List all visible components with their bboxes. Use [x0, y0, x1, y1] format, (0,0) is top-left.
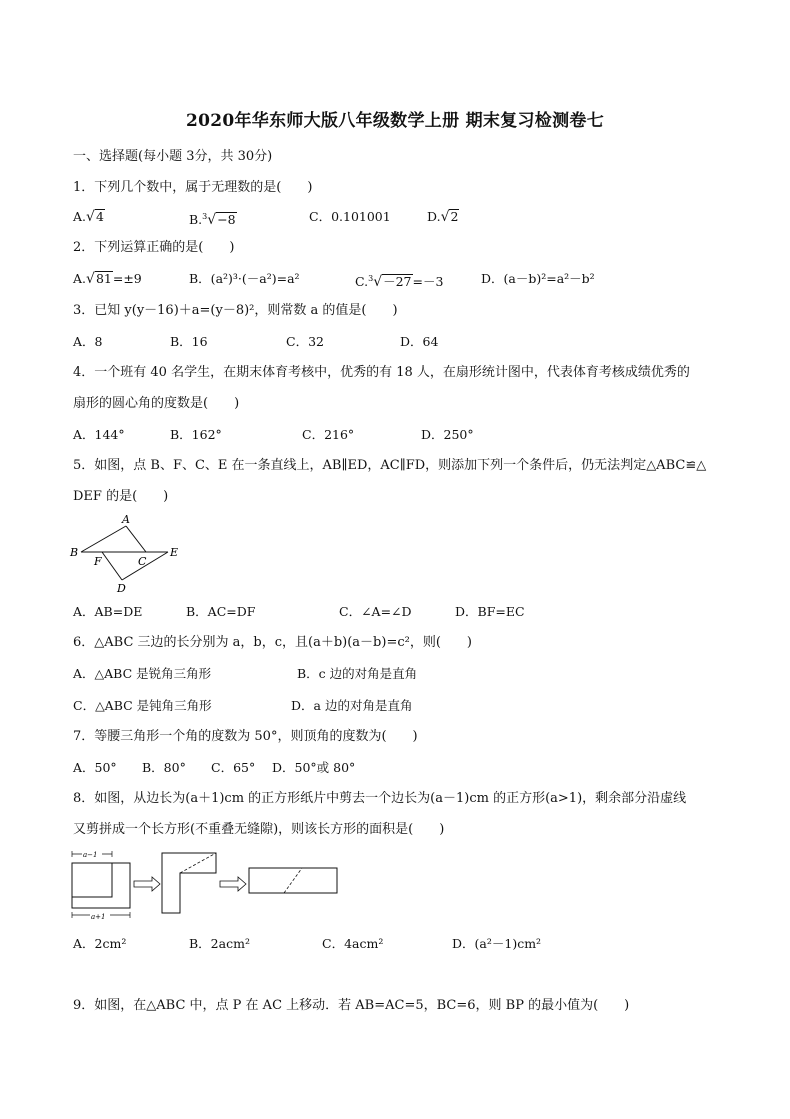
question-7-stem: 7．等腰三角形一个角的度数为 50°，则顶角的度数为( ) — [73, 729, 418, 744]
question-3-stem: 3．已知 y(y－16)＋a=(y－8)²，则常数 a 的值是( ) — [73, 303, 398, 318]
question-2-option-d: D．(a－b)²=a²－b² — [481, 271, 595, 286]
question-3-option-b: B．16 — [170, 334, 208, 349]
question-5-option-a: A．AB=DE — [73, 604, 143, 619]
root-index: 3 — [202, 212, 208, 221]
question-7-option-a: A．50° — [73, 760, 117, 775]
vertex-label-e: E — [170, 546, 179, 559]
dimension-label-bottom: a+1 — [91, 913, 106, 921]
root-index: 3 — [368, 274, 374, 283]
vertex-label-a: A — [122, 513, 130, 526]
radical-sign: √ — [86, 209, 95, 225]
question-4-option-a: A．144° — [73, 427, 125, 442]
question-7-option-c: C．65° — [211, 760, 256, 775]
question-5-option-b: B．AC=DF — [186, 604, 256, 619]
radicand: －27 — [383, 274, 412, 290]
question-8-stem-line-2: 又剪拼成一个长方形(不重叠无缝隙)，则该长方形的面积是( ) — [73, 822, 445, 837]
option-label: C. — [355, 274, 369, 290]
option-label: A. — [73, 209, 87, 224]
dimension-label-top: a−1 — [83, 851, 98, 859]
question-8-option-d: D．(a²－1)cm² — [452, 936, 542, 951]
question-8-option-a: A．2cm² — [73, 936, 127, 951]
question-5-stem-line-2: DEF 的是( ) — [73, 489, 169, 504]
inner-square — [72, 863, 112, 897]
question-1-option-b — [189, 208, 237, 229]
vertex-label-b: B — [70, 546, 79, 559]
exam-title: 2020年华东师大版八年级数学上册 期末复习检测卷七 — [185, 111, 605, 131]
arrow-right-icon — [134, 877, 160, 891]
question-3-option-d: D．64 — [400, 334, 439, 349]
question-3-option-a: A．8 — [73, 334, 103, 349]
vertex-label-c: C — [138, 555, 147, 568]
question-6-stem: 6．△ABC 三边的长分别为 a，b，c，且(a＋b)(a－b)=c²，则( ) — [73, 635, 472, 650]
radicand: 81 — [95, 271, 112, 286]
radicand: −8 — [217, 212, 236, 228]
outer-square — [72, 863, 130, 908]
question-8-option-b: B．2acm² — [189, 936, 250, 951]
question-1-stem: 1．下列几个数中，属于无理数的是( ) — [73, 180, 313, 195]
dashed-cut-line — [180, 853, 216, 873]
question-9-stem: 9．如图，在△ABC 中，点 P 在 AC 上移动．若 AB=AC=5，BC=6，则 BP 的最小值为( ) — [73, 998, 630, 1013]
option-tail: =±9 — [112, 271, 142, 286]
option-label: B. — [189, 212, 203, 228]
question-6-option-b: B．c 边的对角是直角 — [297, 666, 418, 681]
arrow-right-icon — [220, 877, 246, 891]
vertex-label-f: F — [94, 555, 102, 568]
question-1-option-c: C．0.101001 — [309, 209, 391, 224]
question-5-figure — [66, 510, 186, 595]
square-cut-diagram — [66, 848, 366, 923]
question-7-option-b: B．80° — [142, 760, 186, 775]
section-heading: 一、选择题(每小题 3分，共 30分) — [73, 149, 273, 164]
question-4-stem-line-2: 扇形的圆心角的度数是( ) — [73, 396, 240, 411]
dashed-seam-line — [284, 868, 302, 893]
question-8-figure — [66, 848, 366, 923]
option-label: A. — [73, 271, 87, 286]
option-label: D. — [427, 209, 441, 224]
radical-sign: √ — [440, 209, 450, 225]
segment-ac — [126, 526, 146, 552]
radicand: 2 — [450, 209, 459, 224]
question-4-option-d: D．250° — [421, 427, 474, 442]
segment-ab — [81, 526, 126, 552]
l-shape — [162, 853, 216, 913]
segment-fd — [102, 552, 122, 580]
question-2-option-b: B．(a²)³·(－a²)=a² — [189, 271, 300, 286]
question-4-option-b: B．162° — [170, 427, 222, 442]
question-6-option-d: D．a 边的对角是直角 — [291, 698, 413, 713]
question-4-stem-line-1: 4．一个班有 40 名学生，在期末体育考核中，优秀的有 18 人，在扇形统计图中，代表体育考核成绩优秀的 — [73, 365, 690, 380]
radical-sign: √ — [207, 212, 217, 229]
vertex-label-d: D — [117, 582, 126, 595]
question-2-option-c — [355, 270, 443, 291]
question-1-option-d — [427, 208, 459, 226]
question-2-stem: 2．下列运算正确的是( ) — [73, 240, 235, 255]
question-6-option-c: C．△ABC 是钝角三角形 — [73, 698, 212, 713]
radicand: 4 — [95, 209, 104, 224]
question-8-option-c: C．4acm² — [322, 936, 384, 951]
question-1-option-a — [73, 208, 105, 226]
question-5-option-c: C．∠A=∠D — [339, 604, 412, 619]
question-8-stem-line-1: 8．如图，从边长为(a＋1)cm 的正方形纸片中剪去一个边长为(a－1)cm 的正方形(a>1)，剩余部分沿虚线 — [73, 791, 687, 806]
question-7-option-d: D．50°或 80° — [272, 760, 356, 775]
question-6-option-a: A．△ABC 是锐角三角形 — [73, 666, 212, 681]
question-3-option-c: C．32 — [286, 334, 324, 349]
question-2-option-a — [73, 270, 142, 288]
question-5-option-d: D．BF=EC — [455, 604, 525, 619]
question-5-stem-line-1: 5．如图，点 B、F、C、E 在一条直线上，AB∥ED，AC∥FD，则添加下列一个条件后，仍无法判定△ABC≌△ — [73, 458, 707, 473]
option-tail: =－3 — [412, 274, 444, 290]
question-4-option-c: C．216° — [302, 427, 355, 442]
radical-sign: √ — [373, 274, 383, 291]
triangles-diagram — [66, 510, 186, 595]
radical-sign: √ — [86, 271, 95, 287]
